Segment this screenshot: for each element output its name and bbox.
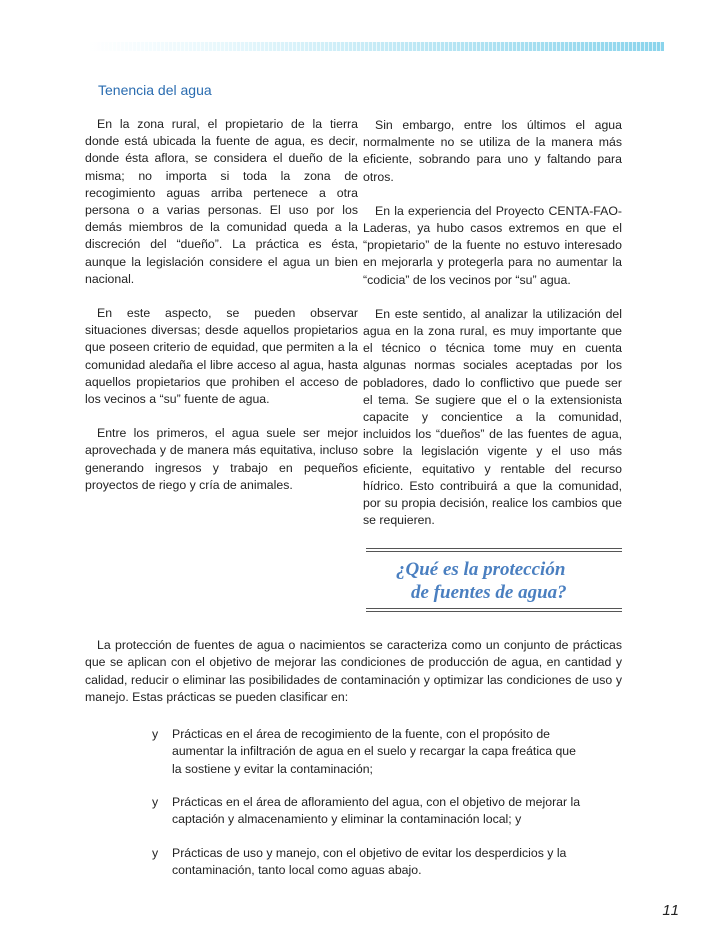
paragraph: En la zona rural, el propietario de la tierra donde está ubicada la fuente de agua, es decir, donde ésta aflora, se considera el dueño de la misma; no importa si toda la zona de recogimiento aguas arriba pertenece a otra persona o a varias personas. El uso por los demás miembros de la comunidad queda a la discreción del “dueño”. La práctica es ésta, aunque la legislación considere el agua un bien nacional. <box>85 117 358 286</box>
list-item-text: Prácticas en el área de afloramiento del agua, con el objetivo de mejorar la captación y almacenamiento y eliminar la contaminación local; y <box>172 795 581 827</box>
top-decorative-bar <box>88 42 664 51</box>
question-heading-line-1: ¿Qué es la protección <box>396 559 566 580</box>
paragraph: En este aspecto, se pueden observar situaciones diversas; desde aquellos propietarios que poseen criterio de equidad, que permiten a la comunidad aledaña el libre acceso al agua, hasta aquellos propietarios que prohiben el acceso de los vecinos a “su” fuente de agua. <box>85 306 358 407</box>
bullet-marker: y <box>152 795 159 809</box>
list-item <box>152 794 582 829</box>
left-column <box>85 116 358 511</box>
section-title: Tenencia del agua <box>98 82 212 98</box>
paragraph: Sin embargo, entre los últimos el agua normalmente no se utiliza de la manera más eficiente, sobrando para uno y faltando para otros. <box>363 118 622 184</box>
right-column <box>363 116 622 546</box>
list-item <box>152 845 582 880</box>
page-number: 11 <box>662 902 680 919</box>
question-heading-line-2: de fuentes de agua? <box>411 582 567 603</box>
list-item <box>152 726 582 778</box>
paragraph: Entre los primeros, el agua suele ser mejor aprovechada y de manera más equitativa, incluso generando ingresos y trabajo en pequeños proyectos de riego y cría de animales. <box>85 426 358 492</box>
list-item-text: Prácticas en el área de recogimiento de la fuente, con el propósito de aumentar la infiltración de agua en el suelo y recargar la capa freática que la sostiene y evitar la contaminación; <box>172 727 576 776</box>
list-item-text: Prácticas de uso y manejo, con el objetivo de evitar los desperdicios y la contaminación, tanto local como aguas abajo. <box>172 846 567 878</box>
intro-paragraph: La protección de fuentes de agua o nacimientos se caracteriza como un conjunto de prácticas que se aplican con el objetivo de mejorar las condiciones de producción de agua, en cantidad y calidad, reducir o eliminar las posibilidades de contaminación y optimizar las condiciones de uso y manejo. Estas prácticas se pueden clasificar en: <box>85 638 622 704</box>
bullet-marker: y <box>152 846 159 860</box>
question-heading-box <box>366 548 622 612</box>
paragraph: En la experiencia del Proyecto CENTA-FAO-Laderas, ya hubo casos extremos en que el “propietario” de la fuente no estuvo interesado en mejorarla y protegerla para no aumentar la “codicia” de los vecinos por “su” agua. <box>363 203 622 287</box>
paragraph: En este sentido, al analizar la utilización del agua en la zona rural, es muy importante que el técnico o técnica tome muy en cuenta algunas normas sociales aceptadas por los pobladores, dado lo conflictivo que puede ser el tema. Se sugiere que el o la extensionista capacite y concientice a la comunidad, incluidos los “dueños” de las fuentes de agua, sobre la legislación vigente y el uso más eficiente, equitativo y rentable del recurso hídrico. Esto contribuirá a que la comunidad, por su propia decisión, realice los cambios que se requieren. <box>363 306 622 528</box>
bullet-marker: y <box>152 727 159 741</box>
